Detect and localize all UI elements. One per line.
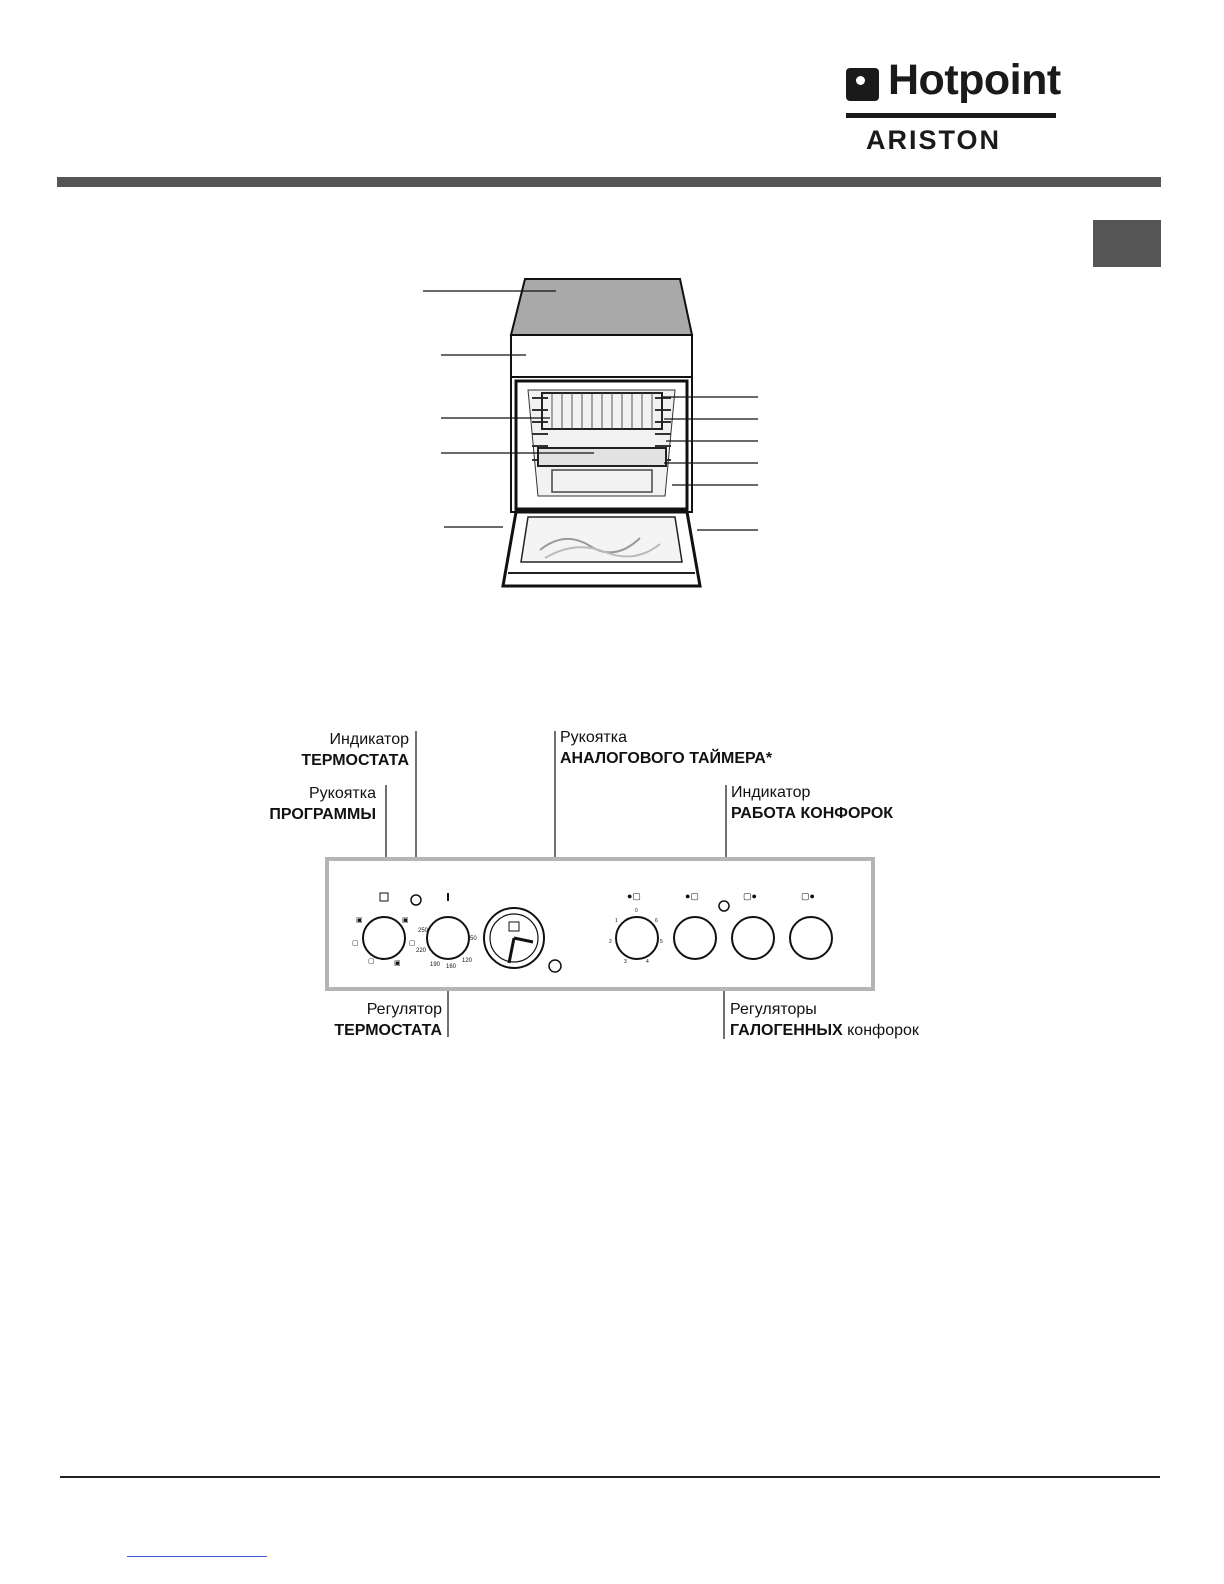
hob-top xyxy=(511,279,692,335)
hob-indicator-light xyxy=(719,901,729,911)
svg-text:▢: ▢ xyxy=(368,958,375,965)
svg-text:▣: ▣ xyxy=(356,917,363,924)
label-line: Регуляторы xyxy=(730,1001,817,1018)
hob-mark: 1 xyxy=(615,918,618,924)
svg-text:▢●: ▢● xyxy=(801,891,815,901)
svg-text:▢●: ▢● xyxy=(743,891,757,901)
footer-rule xyxy=(60,1476,1160,1478)
thermo-mark: 220 xyxy=(416,948,427,954)
thermo-mark: 250 xyxy=(418,928,429,934)
label-line-rest: конфорок xyxy=(842,1022,919,1039)
footer-link-underline xyxy=(127,1556,267,1557)
hob-mark: 2 xyxy=(609,939,612,945)
thermostat-indicator-light xyxy=(411,895,421,905)
thermo-mark: 120 xyxy=(462,958,473,964)
drip-tray xyxy=(538,448,666,466)
hob-mark: 4 xyxy=(646,959,649,965)
language-tab xyxy=(1093,220,1161,267)
label-line-bold: РАБОТА КОНФОРОК xyxy=(731,805,894,822)
hotpoint-mark-icon xyxy=(846,68,879,101)
thermostat-knob xyxy=(427,917,469,959)
hob-mark: 6 xyxy=(655,918,658,924)
logo-divider xyxy=(846,113,1056,118)
svg-text:▣: ▣ xyxy=(402,917,409,924)
svg-text:●▢: ●▢ xyxy=(685,891,699,901)
label-line-bold: ПРОГРАММЫ xyxy=(269,806,376,823)
label-line: Рукоятка xyxy=(309,785,376,802)
hob-mark: 3 xyxy=(624,959,627,965)
brand-name: Hotpoint xyxy=(888,56,1061,104)
timer-knob xyxy=(549,960,561,972)
control-strip xyxy=(511,335,692,377)
hob-mark: 5 xyxy=(660,939,663,945)
brand-logo xyxy=(846,56,1061,158)
hob-mark: 0 xyxy=(635,908,638,914)
thermo-mark: 190 xyxy=(430,962,441,968)
panel-frame xyxy=(327,859,873,989)
svg-text:▢: ▢ xyxy=(409,940,416,947)
label-line-bold: ТЕРМОСТАТА xyxy=(334,1022,442,1039)
thermo-mark: 50 xyxy=(470,936,477,942)
label-line-bold: АНАЛОГОВОГО ТАЙМЕРА* xyxy=(560,750,773,767)
label-line-bold: ТЕРМОСТАТА xyxy=(301,752,409,769)
label-line-bold: ГАЛОГЕННЫХ xyxy=(730,1022,843,1039)
label-line: Индикатор xyxy=(731,784,811,801)
control-panel-diagram xyxy=(320,725,880,1045)
label-line: Рукоятка xyxy=(560,729,627,746)
svg-text:▢: ▢ xyxy=(352,940,359,947)
svg-text:▣: ▣ xyxy=(394,960,401,967)
svg-text:●▢: ●▢ xyxy=(627,891,641,901)
program-knob xyxy=(363,917,405,959)
label-line: Регулятор xyxy=(366,1001,442,1018)
thermo-mark: 160 xyxy=(446,964,457,970)
brand-sub: ARISTON xyxy=(866,125,1002,155)
label-line: Индикатор xyxy=(329,731,409,748)
cooker-illustration xyxy=(400,270,780,600)
header-bar xyxy=(57,177,1161,187)
